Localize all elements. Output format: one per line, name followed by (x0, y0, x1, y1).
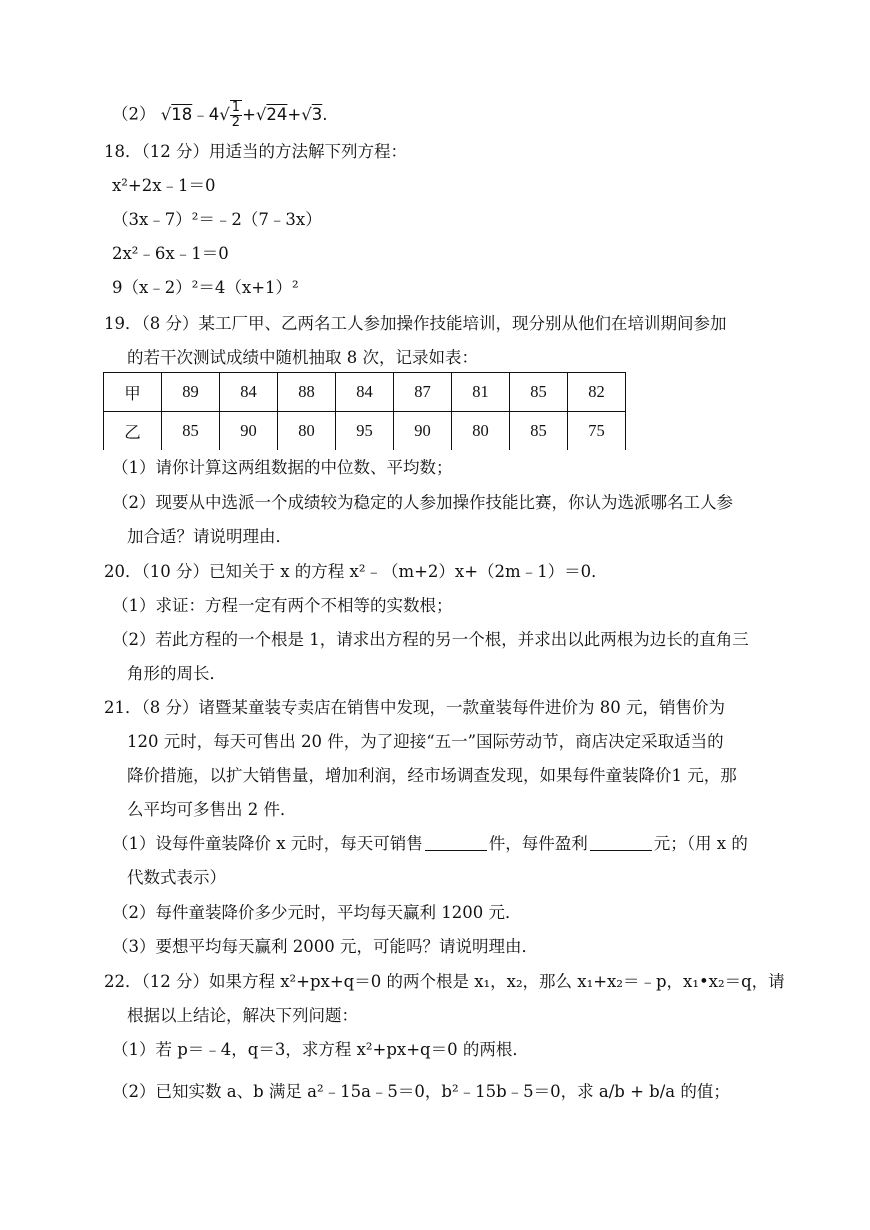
q21-part1-line2: 代数式表示） (127, 868, 226, 887)
q18-item-4: 9（x﹣2）²＝4（x+1）² (112, 278, 299, 297)
q21-part3: （3）要想平均每天赢利 2000 元，可能吗？请说明理由． (112, 937, 538, 956)
table-cell: 95 (336, 412, 394, 451)
table-cell: 75 (568, 412, 626, 451)
table-row (104, 412, 626, 451)
q20-part2-line2: 角形的周长． (127, 664, 226, 683)
table-cell: 85 (510, 373, 568, 412)
q19-part2-line2: 加合适？请说明理由． (127, 527, 292, 546)
q18-item-2: （3x﹣7）²＝﹣2（7﹣3x） (112, 210, 322, 229)
q19-heading-line2: 的若干次测试成绩中随机抽取 8 次，记录如表： (127, 348, 478, 367)
q21-part1-text-a: （1）设每件童装降价 x 元时，每天可销售 (112, 834, 423, 853)
score-table (103, 372, 626, 450)
q18-item-1: x²+2x﹣1＝0 (112, 176, 216, 195)
table-cell: 80 (452, 412, 510, 451)
table-cell: 88 (278, 373, 336, 412)
table-row (104, 373, 626, 412)
q22-line1: 22．（12 分）如果方程 x²+px+q＝0 的两个根是 x₁，x₂，那么 x₁+x₂＝﹣p，x₁•x₂＝q，请 (104, 972, 785, 991)
q21-line4: 么平均可多售出 2 件． (127, 800, 297, 819)
q22-line2: 根据以上结论，解决下列问题： (127, 1006, 358, 1025)
row-name: 乙 (104, 412, 162, 451)
table-cell: 82 (568, 373, 626, 412)
table-cell: 90 (220, 412, 278, 451)
table-cell: 84 (336, 373, 394, 412)
q21-line1: 21．（8 分）诸暨某童装专卖店在销售中发现，一款童装每件进价为 80 元，销售价为 (104, 698, 725, 717)
q19-part1: （1）请你计算这两组数据的中位数、平均数； (112, 458, 453, 477)
table-cell: 80 (278, 412, 336, 451)
table-cell: 87 (394, 373, 452, 412)
q17-part2-expression: √18﹣4√ $\frac{1}{2}$ +√24+√3. (160, 100, 328, 130)
table-cell: 85 (162, 412, 220, 451)
q20-part2-line1: （2）若此方程的一个根是 1，请求出方程的另一个根，并求出以此两根为边长的直角三 (112, 630, 749, 649)
q22-part1: （1）若 p＝﹣4，q＝3，求方程 x²+px+q＝0 的两根． (112, 1040, 529, 1059)
q20-heading: 20．（10 分）已知关于 x 的方程 x²﹣（m+2）x+（2m﹣1）＝0． (104, 562, 608, 581)
q19-part2-line1: （2）现要从中选派一个成绩较为稳定的人参加操作技能比赛，你认为选派哪名工人参 (112, 493, 733, 512)
answer-blank-2[interactable] (590, 834, 652, 851)
table-cell: 84 (220, 373, 278, 412)
q17-part2 (112, 100, 328, 130)
q21-part1-text-b: 件，每件盈利 (488, 834, 588, 853)
table-cell: 85 (510, 412, 568, 451)
q17-part2-label: （2） (112, 104, 156, 124)
q18-heading: 18．（12 分）用适当的方法解下列方程： (104, 142, 407, 161)
table-cell: 81 (452, 373, 510, 412)
answer-blank-1[interactable] (425, 834, 487, 851)
q18-item-3: 2x²﹣6x﹣1＝0 (112, 244, 229, 263)
q20-part1: （1）求证：方程一定有两个不相等的实数根； (112, 596, 453, 615)
table-cell: 90 (394, 412, 452, 451)
table-cell: 89 (162, 373, 220, 412)
row-name: 甲 (104, 373, 162, 412)
q22-part2: （2）已知实数 a、b 满足 a²﹣15a﹣5＝0，b²﹣15b﹣5＝0，求 a/b + b/a 的值； (112, 1082, 730, 1101)
q21-part1-text-c: 元；（用 x 的 (653, 834, 748, 853)
q21-part1 (112, 833, 748, 855)
q19-heading-line1: 19．（8 分）某工厂甲、乙两名工人参加操作技能培训，现分别从他们在培训期间参加 (104, 314, 727, 333)
q21-line3: 降价措施，以扩大销售量，增加利润，经市场调查发现，如果每件童装降价1 元，那 (127, 766, 737, 785)
q21-part2: （2）每件童装降价多少元时，平均每天赢利 1200 元． (112, 903, 522, 922)
q21-line2: 120 元时，每天可售出 20 件，为了迎接“五一”国际劳动节，商店决定采取适当的 (127, 732, 724, 751)
